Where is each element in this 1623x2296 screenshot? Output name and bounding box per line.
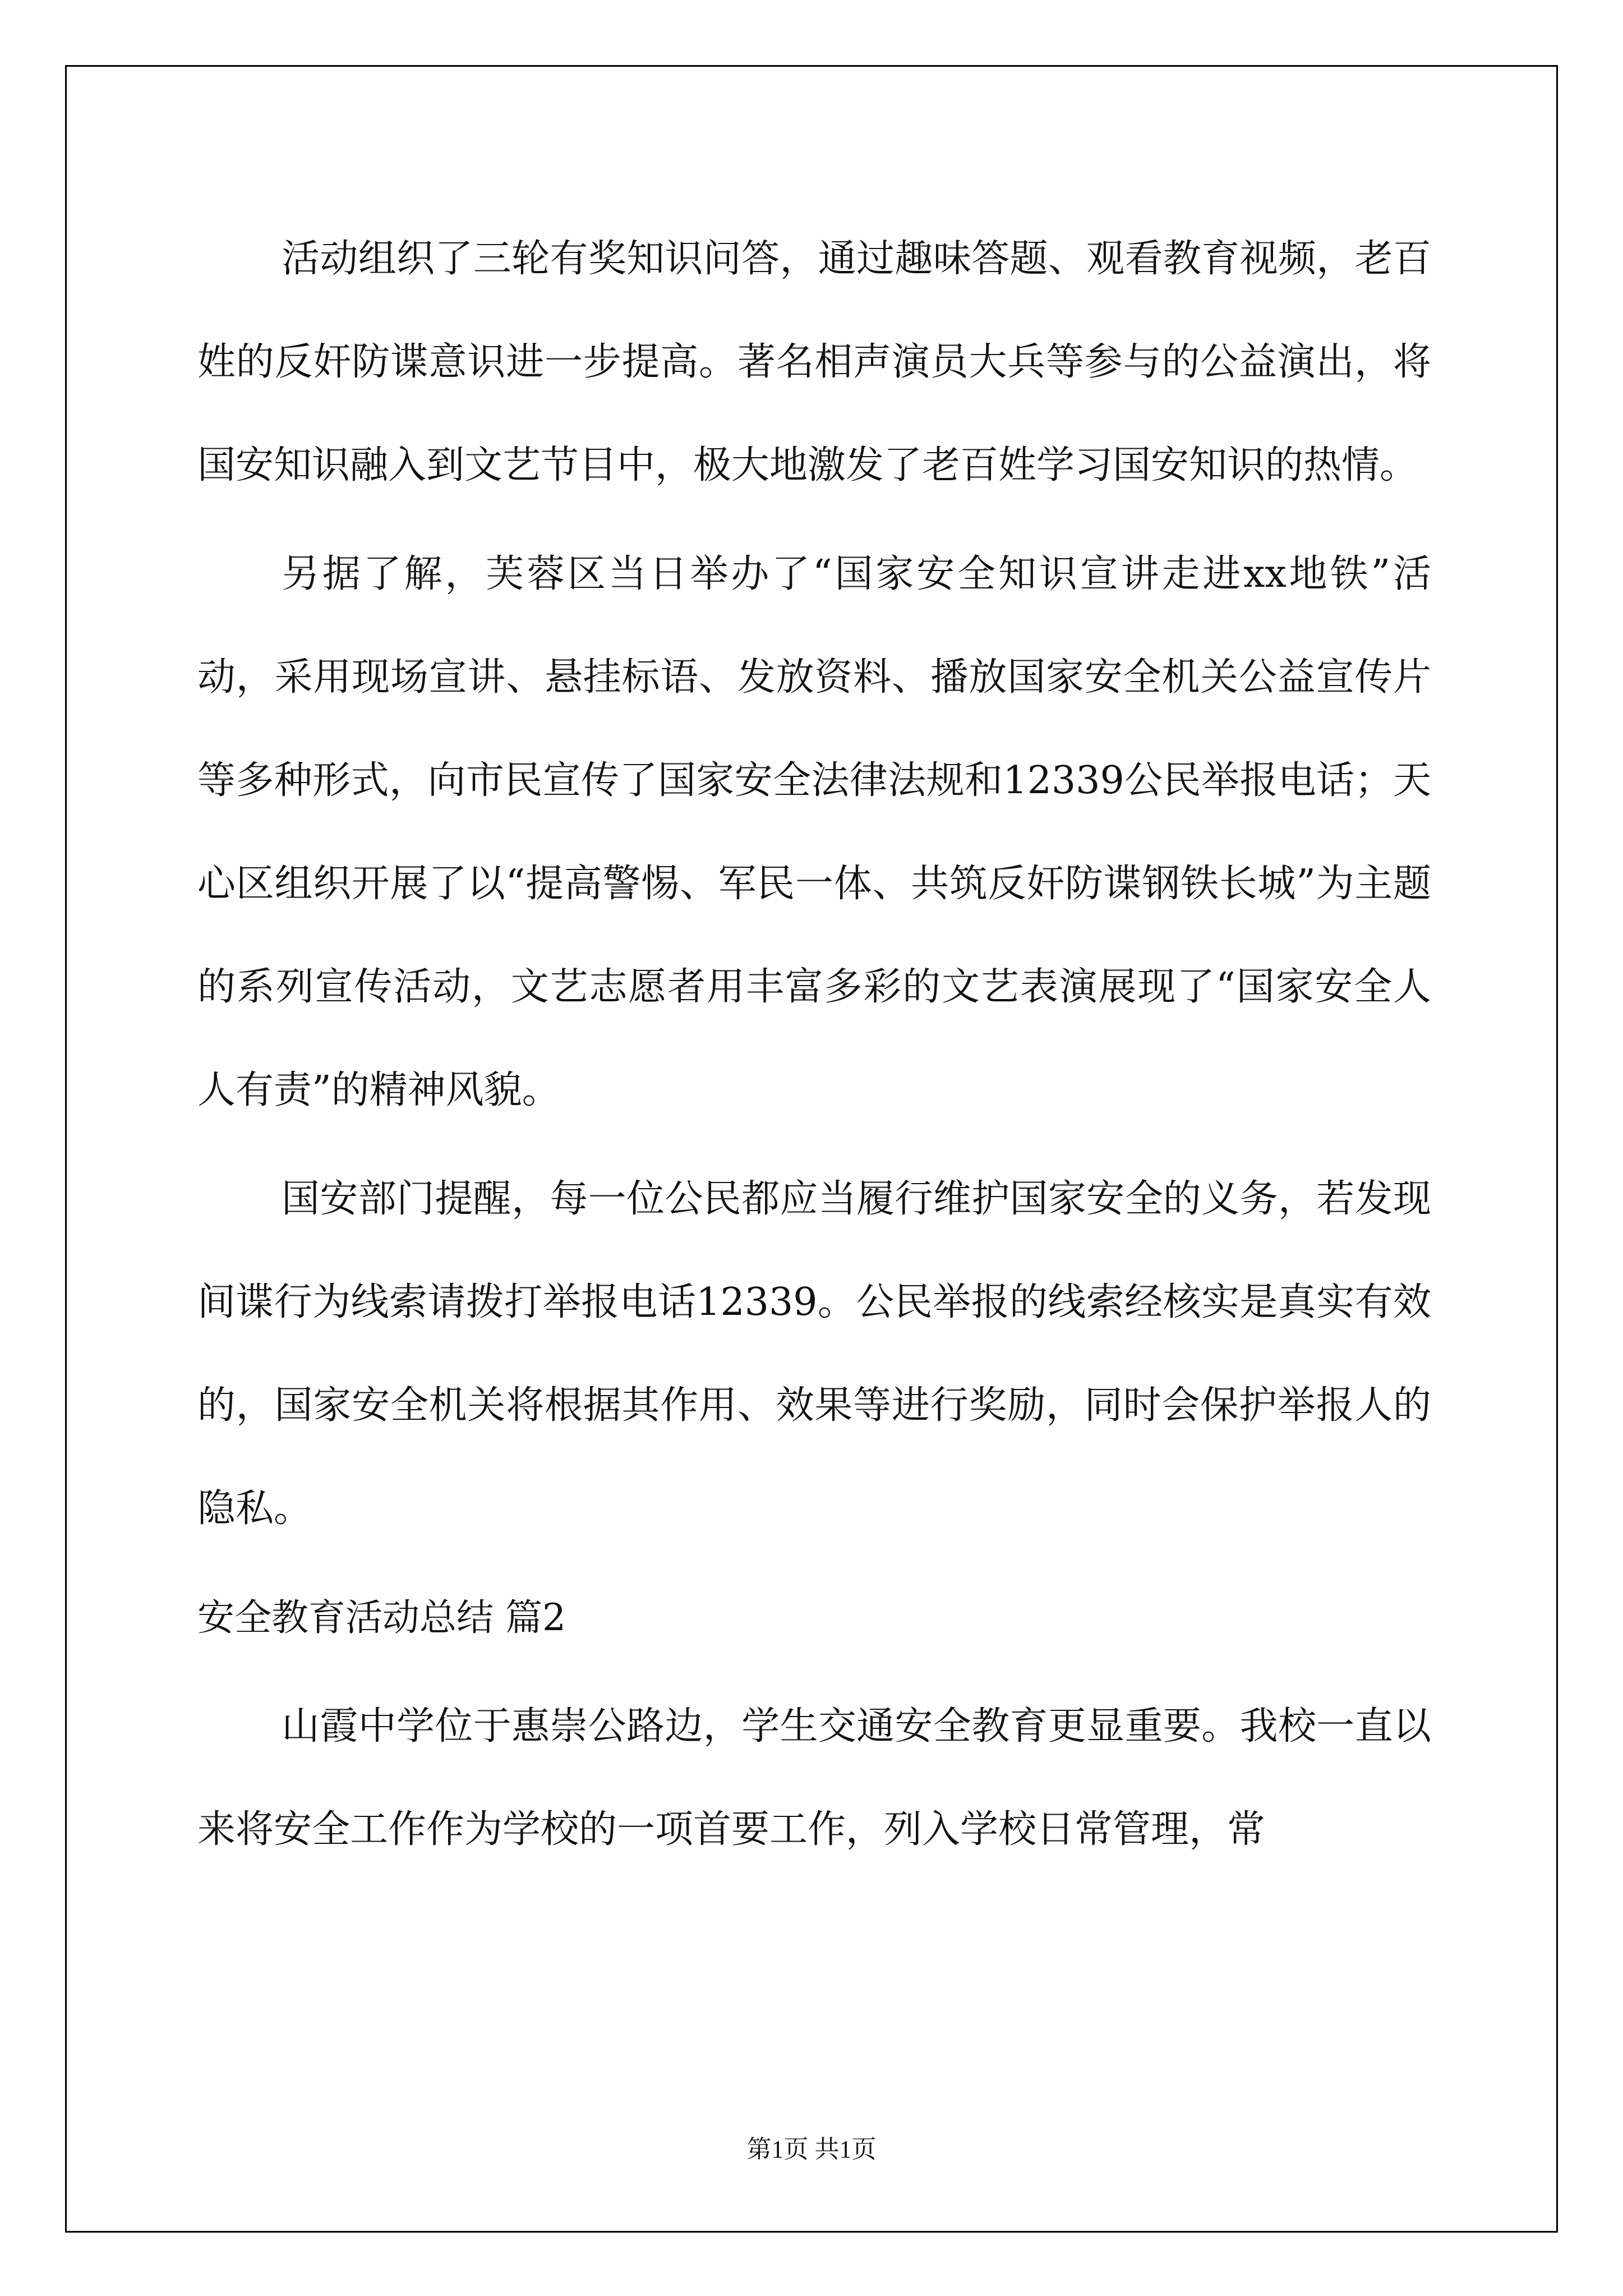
paragraph-1: 活动组织了三轮有奖知识问答，通过趣味答题、观看教育视频，老百姓的反奸防谍意识进一步提高。著名相声演员大兵等参与的公益演出，将国安知识融入到文艺节目中，极大地激发了老百姓学习国安知识的热情。: [197, 237, 1431, 487]
section-heading: 安全教育活动总结 篇2: [197, 1596, 566, 1639]
paragraph-4: 山霞中学位于惠崇公路边，学生交通安全教育更显重要。我校一直以来将安全工作作为学校的一项首要工作，列入学校日常管理，常: [197, 1704, 1431, 1852]
document-body: [197, 208, 1431, 1887]
paragraph-2: 另据了解，芙蓉区当日举办了“国家安全知识宣讲走进xx地铁”活动，采用现场宣讲、悬挂标语、发放资料、播放国家安全机关公益宣传片等多种形式，向市民宣传了国家安全法律法规和12339公民举报电话；天心区组织开展了以“提高警惕、军民一体、共筑反奸防谍钢铁长城”为主题的系列宣传活动，文艺志愿者用丰富多彩的文艺表演展现了“国家安全人人有责”的精神风貌。: [197, 552, 1431, 1112]
paragraph-3: 国安部门提醒，每一位公民都应当履行维护国家安全的义务，若发现间谍行为线索请拨打举报电话12339。公民举报的线索经核实是真实有效的，国家安全机关将根据其作用、效果等进行奖励，同时会保护举报人的隐私。: [197, 1177, 1431, 1531]
page-footer: 第1页 共1页: [746, 2136, 877, 2163]
